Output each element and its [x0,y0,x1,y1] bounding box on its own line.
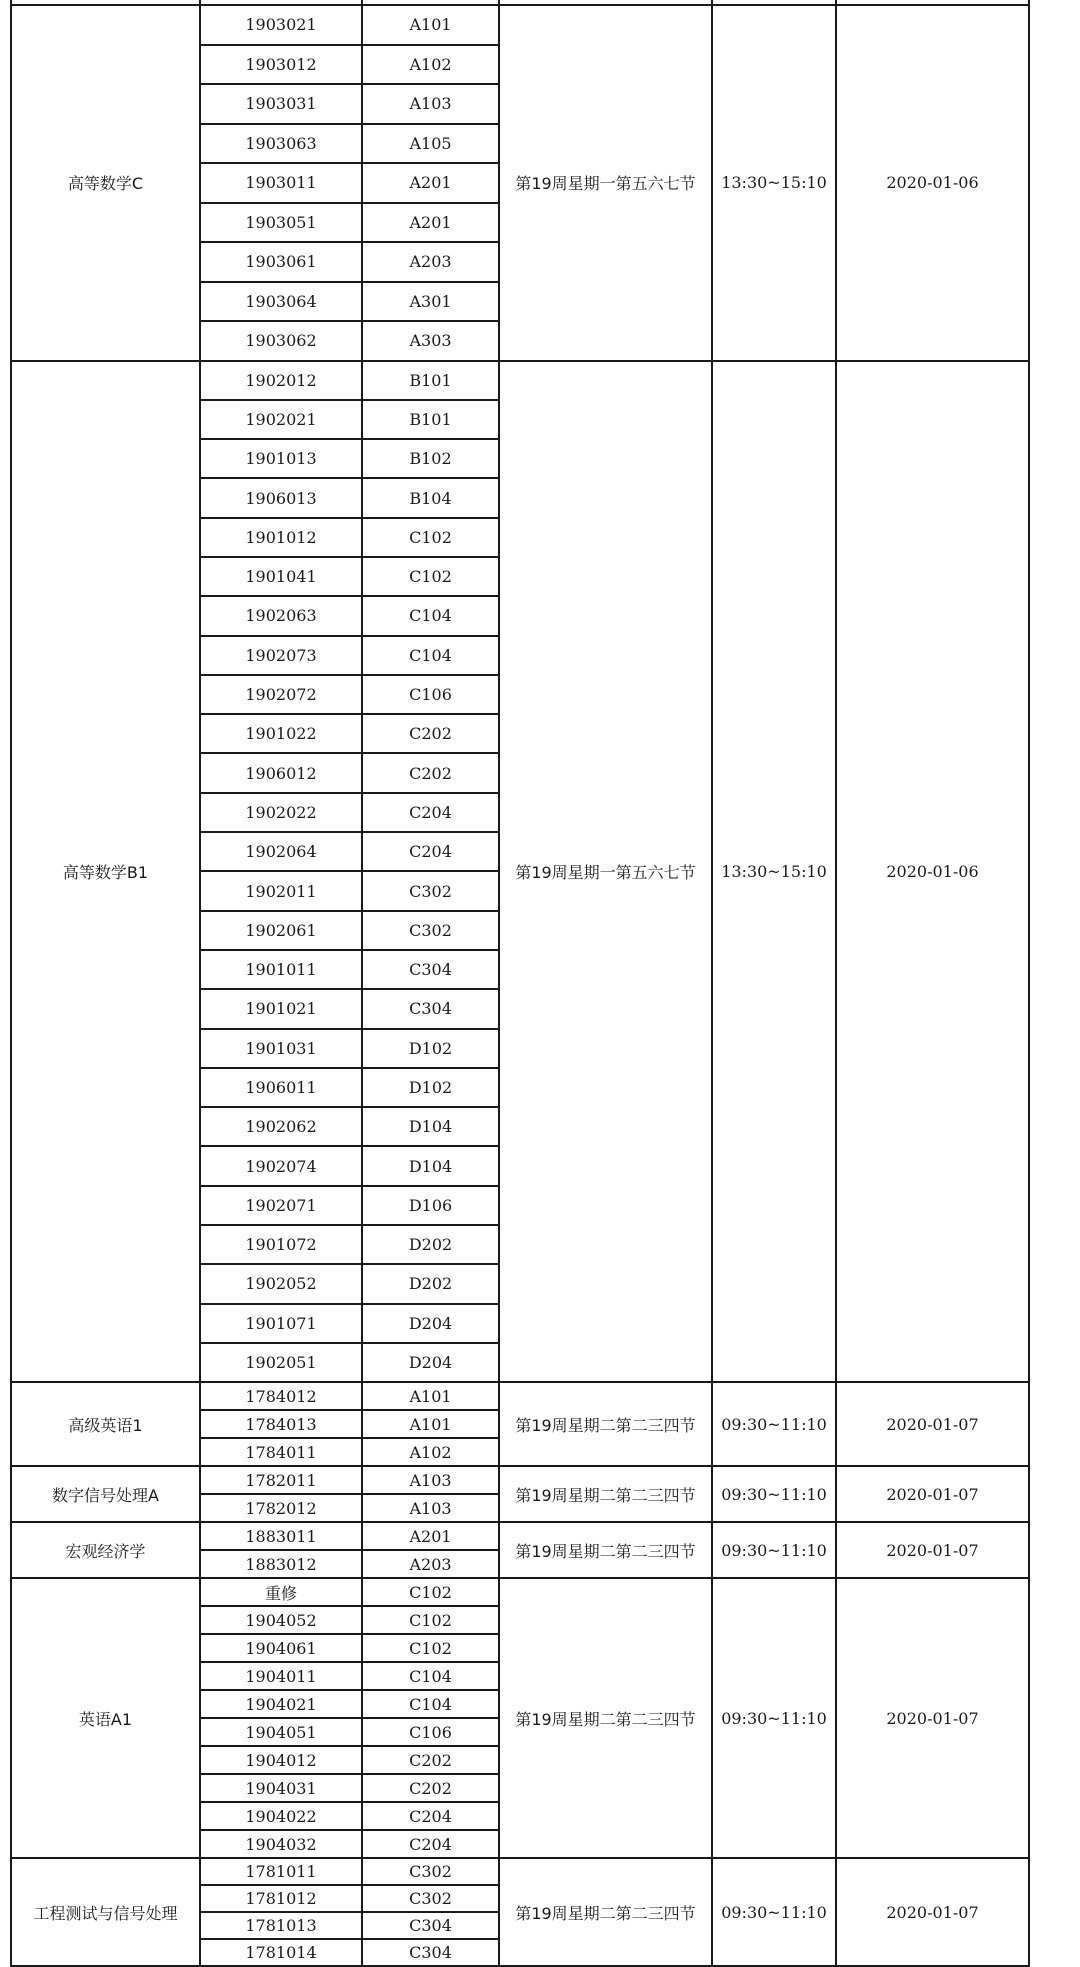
class-code-cell: 1901013 [200,439,362,478]
table-row [11,1858,1029,1885]
class-code-cell: 1901031 [200,1029,362,1068]
table-row [11,1522,1029,1550]
exam-time-cell: 09:30~11:10 [712,1466,836,1522]
exam-room-cell: C104 [362,636,499,675]
class-code-cell: 1902061 [200,911,362,950]
class-code-cell: 1904012 [200,1746,362,1774]
class-code-cell: 1784013 [200,1410,362,1438]
course-name-cell: 宏观经济学 [11,1522,200,1578]
class-code-cell: 1904021 [200,1690,362,1718]
exam-room-cell: A301 [362,282,499,322]
class-code-cell: 1902011 [200,871,362,910]
class-code-cell: 1902051 [200,1343,362,1382]
class-code-cell: 1902052 [200,1264,362,1303]
exam-room-cell: C204 [362,1802,499,1830]
exam-room-cell: C304 [362,1912,499,1939]
exam-room-cell: A101 [362,5,499,45]
class-code-cell: 1906013 [200,478,362,517]
class-code-cell: 1902071 [200,1186,362,1225]
exam-room-cell: C302 [362,1885,499,1912]
class-code-cell: 1904031 [200,1774,362,1802]
class-code-cell: 1904052 [200,1606,362,1634]
exam-session-cell: 第19周星期一第五六七节 [499,5,712,361]
exam-room-cell: A201 [362,163,499,203]
table-row [11,361,1029,400]
exam-room-cell: C202 [362,1774,499,1802]
class-code-cell: 1904051 [200,1718,362,1746]
exam-date-cell: 2020-01-06 [836,361,1029,1383]
class-code-cell: 1782011 [200,1466,362,1494]
class-code-cell: 1901012 [200,518,362,557]
exam-room-cell: C302 [362,871,499,910]
class-code-cell: 1901021 [200,989,362,1028]
exam-time-cell: 09:30~11:10 [712,1382,836,1466]
class-code-cell: 1901041 [200,557,362,596]
exam-room-cell: A101 [362,1410,499,1438]
class-code-cell: 1781012 [200,1885,362,1912]
class-code-cell: 1781014 [200,1939,362,1966]
exam-room-cell: C304 [362,950,499,989]
exam-room-cell: A105 [362,124,499,164]
class-code-cell: 1903063 [200,124,362,164]
exam-date-cell: 2020-01-07 [836,1858,1029,1966]
class-code-cell: 1902063 [200,596,362,635]
class-code-cell: 重修 [200,1578,362,1606]
course-name-cell: 高级英语1 [11,1382,200,1466]
class-code-cell: 1903062 [200,321,362,361]
class-code-cell: 1902072 [200,675,362,714]
exam-room-cell: C102 [362,557,499,596]
exam-room-cell: A203 [362,1550,499,1578]
class-code-cell: 1883011 [200,1522,362,1550]
exam-room-cell: A102 [362,45,499,85]
class-code-cell: 1901072 [200,1225,362,1264]
class-code-cell: 1904022 [200,1802,362,1830]
class-code-cell: 1904061 [200,1634,362,1662]
class-code-cell: 1901011 [200,950,362,989]
class-code-cell: 1902022 [200,793,362,832]
class-code-cell: 1904011 [200,1662,362,1690]
class-code-cell: 1902073 [200,636,362,675]
course-name-cell: 英语A1 [11,1578,200,1858]
exam-room-cell: C104 [362,596,499,635]
exam-date-cell: 2020-01-07 [836,1466,1029,1522]
class-code-cell: 1901071 [200,1304,362,1343]
course-name-cell: 高等数学C [11,5,200,361]
exam-room-cell: C302 [362,1858,499,1885]
exam-room-cell: C102 [362,1578,499,1606]
class-code-cell: 1784011 [200,1438,362,1466]
class-code-cell: 1782012 [200,1494,362,1522]
exam-room-cell: C102 [362,518,499,557]
exam-room-cell: D104 [362,1107,499,1146]
exam-session-cell: 第19周星期一第五六七节 [499,361,712,1383]
exam-room-cell: A103 [362,1466,499,1494]
class-code-cell: 1781011 [200,1858,362,1885]
exam-time-cell: 13:30~15:10 [712,5,836,361]
exam-room-cell: D204 [362,1304,499,1343]
exam-schedule-table [10,0,1030,1967]
exam-room-cell: C304 [362,1939,499,1966]
exam-session-cell: 第19周星期二第二三四节 [499,1522,712,1578]
table-row [11,5,1029,45]
class-code-cell: 1901022 [200,714,362,753]
exam-room-cell: A203 [362,242,499,282]
exam-date-cell: 2020-01-07 [836,1578,1029,1858]
class-code-cell: 1902021 [200,400,362,439]
exam-room-cell: C102 [362,1634,499,1662]
exam-room-cell: C106 [362,675,499,714]
class-code-cell: 1903051 [200,203,362,243]
exam-session-cell: 第19周星期二第二三四节 [499,1466,712,1522]
exam-room-cell: C202 [362,1746,499,1774]
exam-room-cell: C204 [362,832,499,871]
class-code-cell: 1902074 [200,1146,362,1185]
exam-room-cell: A201 [362,203,499,243]
class-code-cell: 1906012 [200,753,362,792]
exam-room-cell: C104 [362,1662,499,1690]
exam-room-cell: D104 [362,1146,499,1185]
exam-time-cell: 09:30~11:10 [712,1858,836,1966]
exam-date-cell: 2020-01-06 [836,5,1029,361]
exam-room-cell: A303 [362,321,499,361]
exam-room-cell: D202 [362,1225,499,1264]
exam-room-cell: D102 [362,1068,499,1107]
exam-room-cell: D202 [362,1264,499,1303]
class-code-cell: 1903064 [200,282,362,322]
exam-room-cell: B104 [362,478,499,517]
exam-room-cell: A102 [362,1438,499,1466]
exam-room-cell: C302 [362,911,499,950]
class-code-cell: 1781013 [200,1912,362,1939]
table-row [11,1466,1029,1494]
table-row [11,1578,1029,1606]
exam-room-cell: B102 [362,439,499,478]
class-code-cell: 1904032 [200,1830,362,1858]
class-code-cell: 1902012 [200,361,362,400]
course-name-cell: 高等数学B1 [11,361,200,1383]
table-row [11,1382,1029,1410]
exam-room-cell: D102 [362,1029,499,1068]
class-code-cell: 1903012 [200,45,362,85]
exam-session-cell: 第19周星期二第二三四节 [499,1382,712,1466]
exam-room-cell: A101 [362,1382,499,1410]
exam-date-cell: 2020-01-07 [836,1382,1029,1466]
exam-session-cell: 第19周星期二第二三四节 [499,1858,712,1966]
exam-session-cell: 第19周星期二第二三四节 [499,1578,712,1858]
class-code-cell: 1883012 [200,1550,362,1578]
class-code-cell: 1906011 [200,1068,362,1107]
exam-time-cell: 09:30~11:10 [712,1578,836,1858]
exam-room-cell: C104 [362,1690,499,1718]
exam-room-cell: C304 [362,989,499,1028]
exam-time-cell: 09:30~11:10 [712,1522,836,1578]
course-name-cell: 数字信号处理A [11,1466,200,1522]
class-code-cell: 1903021 [200,5,362,45]
exam-room-cell: B101 [362,361,499,400]
exam-room-cell: C202 [362,714,499,753]
course-name-cell: 工程测试与信号处理 [11,1858,200,1966]
exam-time-cell: 13:30~15:10 [712,361,836,1383]
exam-date-cell: 2020-01-07 [836,1522,1029,1578]
exam-room-cell: A201 [362,1522,499,1550]
exam-room-cell: C204 [362,793,499,832]
class-code-cell: 1784012 [200,1382,362,1410]
exam-room-cell: D204 [362,1343,499,1382]
exam-room-cell: B101 [362,400,499,439]
exam-room-cell: C106 [362,1718,499,1746]
class-code-cell: 1903031 [200,84,362,124]
exam-room-cell: C102 [362,1606,499,1634]
exam-room-cell: A103 [362,84,499,124]
class-code-cell: 1902064 [200,832,362,871]
exam-schedule-sheet [10,0,1028,1967]
exam-room-cell: A103 [362,1494,499,1522]
exam-room-cell: D106 [362,1186,499,1225]
class-code-cell: 1903011 [200,163,362,203]
class-code-cell: 1902062 [200,1107,362,1146]
exam-room-cell: C204 [362,1830,499,1858]
exam-room-cell: C202 [362,753,499,792]
class-code-cell: 1903061 [200,242,362,282]
